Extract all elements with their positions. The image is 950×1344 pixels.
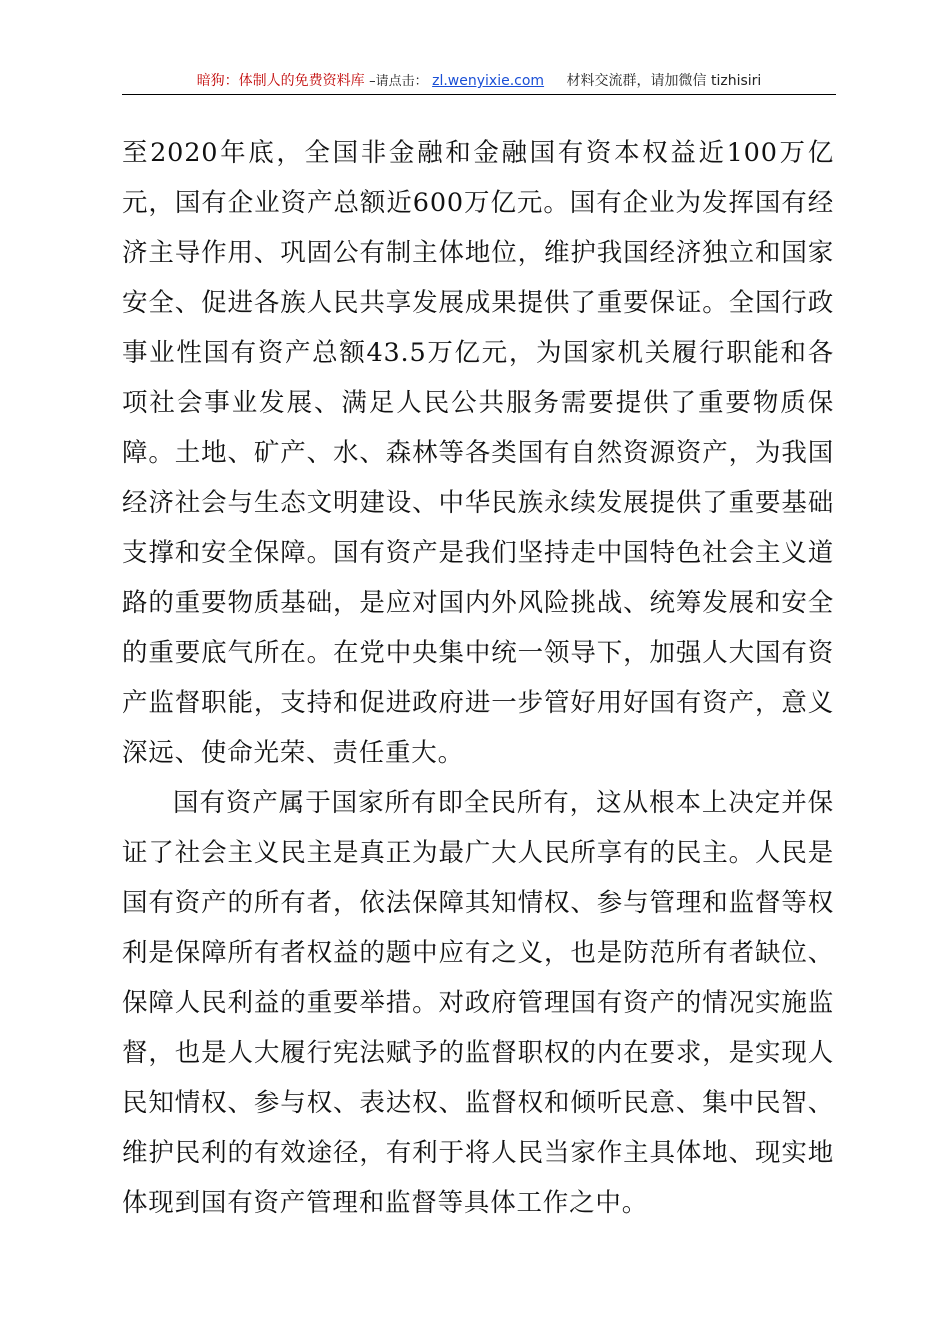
header-note: 材料交流群，请加微信 tizhisiri [566,73,762,89]
header-prompt: –请点击： [369,74,428,89]
header-brand: 暗狗：体制人的免费资料库 [196,73,365,89]
paragraph-1: 至2020年底，全国非金融和金融国有资本权益近100万亿元，国有企业资产总额近600万亿元。国有企业为发挥国有经济主导作用、巩固公有制主体地位，维护我国经济独立和国家安全、促进各族人民共享发展成果提供了重要保证。全国行政事业性国有资产总额43.5万亿元，为国家机关履行职能和各项社会事业发展、满足人民公共服务需要提供了重要物质保障。土地、矿产、水、森林等各类国有自然资源资产，为我国经济社会与生态文明建设、中华民族永续发展提供了重要基础支撑和安全保障。国有资产是我们坚持走中国特色社会主义道路的重要物质基础，是应对国内外风险挑战、统筹发展和安全的重要底气所在。在党中央集中统一领导下，加强人大国有资产监督职能，支持和促进政府进一步管好用好国有资产，意义深远、使命光荣、责任重大。 [122,138,834,768]
document-body [122,128,834,1228]
page-header [122,68,836,95]
header-link[interactable]: zl.wenyixie.com [432,73,545,89]
paragraph-2: 国有资产属于国家所有即全民所有，这从根本上决定并保证了社会主义民主是真正为最广大人民所享有的民主。人民是国有资产的所有者，依法保障其知情权、参与管理和监督等权利是保障所有者权益的题中应有之义，也是防范所有者缺位、保障人民利益的重要举措。对政府管理国有资产的情况实施监督，也是人大履行宪法赋予的监督职权的内在要求，是实现人民知情权、参与权、表达权、监督权和倾听民意、集中民智、维护民利的有效途径，有利于将人民当家作主具体地、现实地体现到国有资产管理和监督等具体工作之中。 [122,788,834,1218]
